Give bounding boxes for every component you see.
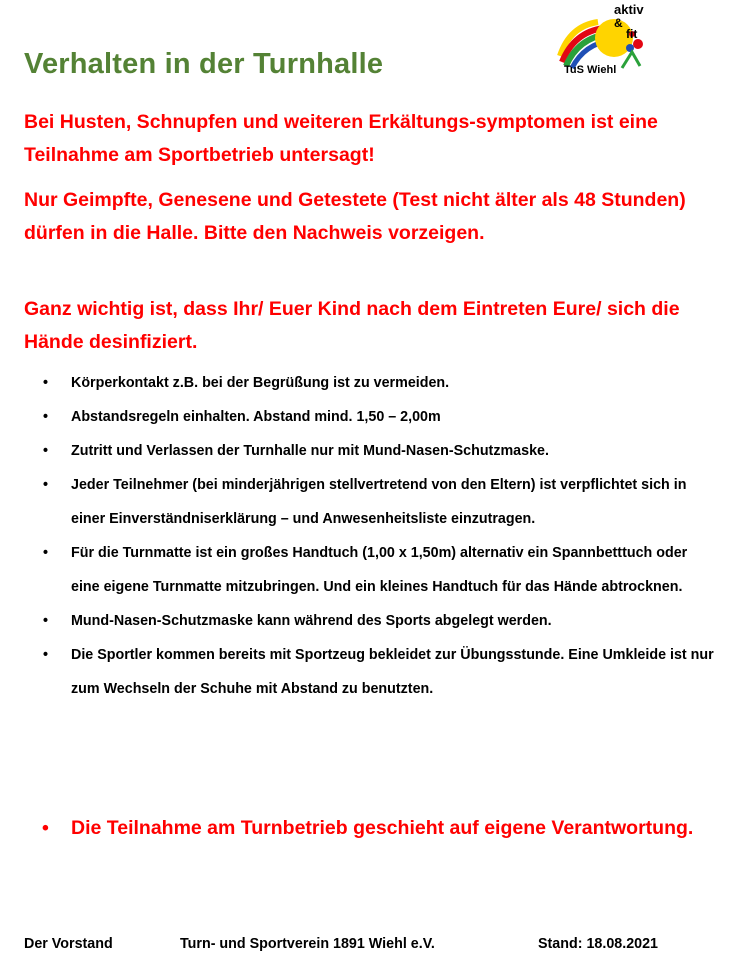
list-item [0,536,734,604]
rule-text: Zutritt und Verlassen der Turnhalle nur mit Mund-Nasen-Schutzmaske. [71,443,549,459]
rule-text: Abstandsregeln einhalten. Abstand mind. 1,50 – 2,00m [71,409,441,425]
list-item [0,400,734,434]
logo-club-text: TuS Wiehl [564,64,617,76]
list-item [0,468,734,536]
final-rule-text: Die Teilnahme am Turnbetrieb geschieht auf eigene Verantwortung. [71,817,694,839]
paragraph-disinfect: Ganz wichtig ist, dass Ihr/ Euer Kind nach dem Eintreten Eure/ sich die Hände desinfiziert. [24,298,680,353]
rules-list [0,366,734,706]
footer-board: Der Vorstand [24,936,113,952]
logo-fit-text: fit [626,27,638,41]
bullet-icon: • [43,375,49,391]
paragraph-symptoms: Bei Husten, Schnupfen und weiteren Erkältungs-symptomen ist eine Teilnahme am Sportbetrieb untersagt! [24,111,658,166]
rule-text: Körperkontakt z.B. bei der Begrüßung ist zu vermeiden. [71,375,450,391]
list-item [0,604,734,638]
list-item [0,366,734,400]
rule-text: Jeder Teilnehmer (bei minderjährigen stellvertretend von den Eltern) ist verpflichtet sich in einer Einverständniserklärung – und Anwesenheitsliste einzutragen. [71,477,687,527]
bullet-icon: • [43,477,49,493]
list-item [0,434,734,468]
bullet-icon: • [43,409,49,425]
rule-text: Mund-Nasen-Schutzmaske kann während des Sports abgelegt werden. [71,613,552,629]
bullet-icon: • [43,545,49,561]
bullet-icon: • [43,443,49,459]
bullet-icon: • [42,817,49,839]
paragraph-3g-rule: Nur Geimpfte, Genesene und Getestete (Test nicht älter als 48 Stunden) dürfen in die Halle. Bitte den Nachweis vorzeigen. [24,189,686,244]
logo-amp-text: & [614,16,623,30]
list-item [0,638,734,706]
page-title: Verhalten in der Turnhalle [24,48,384,80]
bullet-icon: • [43,647,49,663]
club-logo [552,0,712,76]
rule-text: Die Sportler kommen bereits mit Sportzeug bekleidet zur Übungsstunde. Eine Umkleide ist nur zum Wechseln der Schuhe mit Abstand zu benutzten. [71,647,714,697]
bullet-icon: • [43,613,49,629]
logo-aktiv-text: aktiv [614,2,644,17]
footer-club: Turn- und Sportverein 1891 Wiehl e.V. [180,936,435,952]
rule-text: Für die Turnmatte ist ein großes Handtuch (1,00 x 1,50m) alternativ ein Spannbetttuch oder eine eigene Turnmatte mitzubringen. Und ein kleines Handtuch für das Hände abtrocknen. [71,545,688,595]
footer-date: Stand: 18.08.2021 [538,936,659,952]
